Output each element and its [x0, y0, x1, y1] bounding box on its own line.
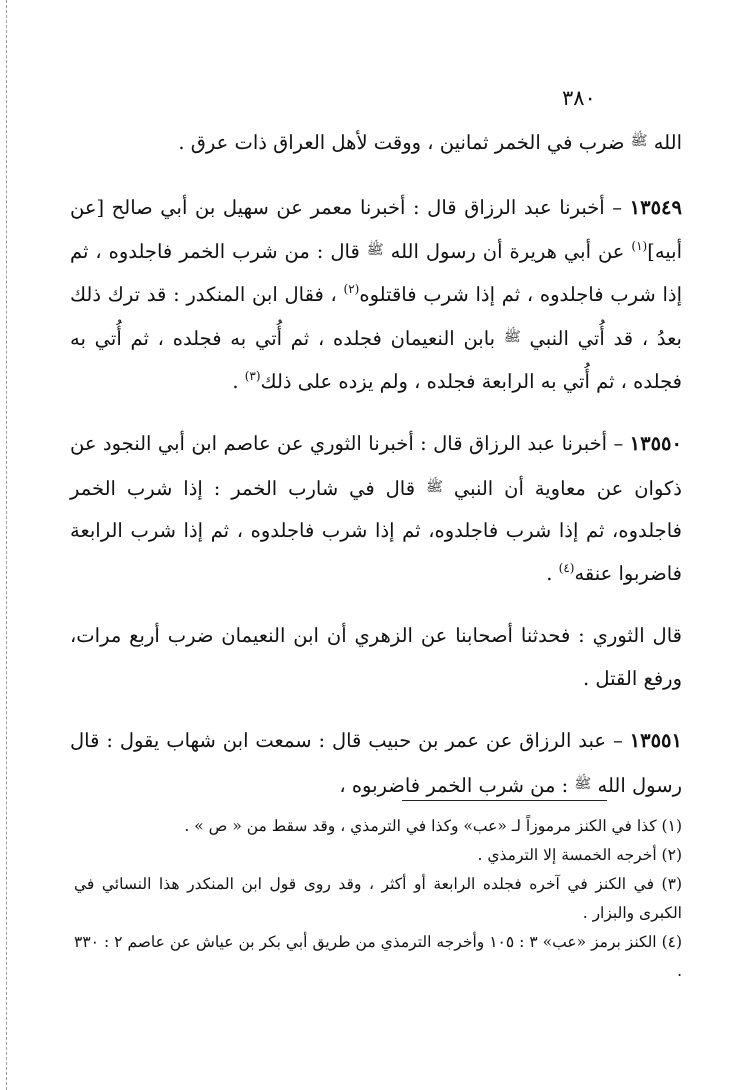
footnote-ref-4: (٤) [558, 560, 575, 575]
page-number: ٣٨٠ [562, 86, 596, 110]
footnote-1: (١) كذا في الكنز مرموزاً لـ «عب» وكذا في الترمذي ، وقد سقط من « ص » . [184, 817, 682, 835]
salutation-glyph: ﷺ [630, 133, 648, 149]
footnote-ref-1: (١) [631, 239, 648, 253]
hadith-13551: ١٣٥٥١ – عبد الرزاق عن عمر بن حبيب قال : سمعت ابن شهاب يقول : قال رسول الله $^ﷺ$ : من شرب الخمر فاضربوه ، [70, 729, 682, 797]
footnote-4: (٤) الكنز برمز «عب» ٣ : ١٠٥ وأخرجه الترمذي من طريق أبي بكر بن عياش عن عاصم ٢ : ٣٣٠ . [74, 933, 683, 980]
salutation-glyph: ﷺ [503, 329, 521, 345]
hadith-number: ١٣٥٥٠ [629, 432, 682, 455]
salutation-glyph: ﷺ [366, 242, 384, 258]
hadith-number: ١٣٥٤٩ [629, 195, 682, 219]
footnote-ref-3: (٣) [244, 368, 261, 383]
hadith-13549: ١٣٥٤٩ – أخبرنا عبد الرزاق قال : أخبرنا معمر عن سهيل بن أبي صالح [عن أبيه]$^{(١)}$ عن أبي هريرة أن رسول الله $^ﷺ$ قال : من شرب الخمر فاجلدوه ، ثم إذا شرب فاجلدوه ، ثم إذا شرب فاقتلوه$^{(٢)}$ ، فقال ابن المنكدر : قد ترك ذلك بعدُ ، قد أُتي النبي $^ﷺ$ بابن النعيمان فجلده ، ثم أُتي به فجلده ، ثم أُتي به فجلده ، ثم أُتي به الرابعة فجلده ، ولم يزده على ذلك$^{(٣)}$ . [70, 195, 683, 393]
footnotes [74, 812, 682, 986]
footnote-3: (٣) في الكنز في آخره فجلده الرابعة أو أكثر ، وقد روى قول ابن المنكدر هذا النسائي في الكبرى والبزار . [74, 875, 682, 922]
salutation-glyph: ﷺ [425, 478, 443, 495]
main-text [70, 120, 682, 827]
margin-rule [6, 0, 7, 1090]
hadith-number: ١٣٥٥١ [629, 729, 682, 752]
salutation-glyph: ﷺ [574, 775, 592, 792]
footnote-divider [402, 800, 607, 801]
paragraph-continuation: الله $^ﷺ$ ضرب في الخمر ثمانين ، ووقت لأهل العراق ذات عرق . [178, 131, 682, 154]
footnote-2: (٢) أخرجه الخمسة إلا الترمذي . [477, 846, 682, 864]
thawri-note: قال الثوري : فحدثنا أصحابنا عن الزهري أن ابن النعيمان ضرب أربع مرات، ورفع القتل . [70, 624, 682, 690]
hadith-13550: ١٣٥٥٠ – أخبرنا عبد الرزاق قال : أخبرنا الثوري عن عاصم ابن أبي النجود عن ذكوان عن معاوية أن النبي $^ﷺ$ قال في شارب الخمر : إذا شرب الخمر فاجلدوه، ثم إذا شرب فاجلدوه، ثم إذا شرب فاجلدوه ، ثم إذا شرب الرابعة فاضربوا عنقه$^{(٤)}$ . [70, 432, 682, 585]
footnote-ref-2: (٢) [343, 281, 360, 296]
